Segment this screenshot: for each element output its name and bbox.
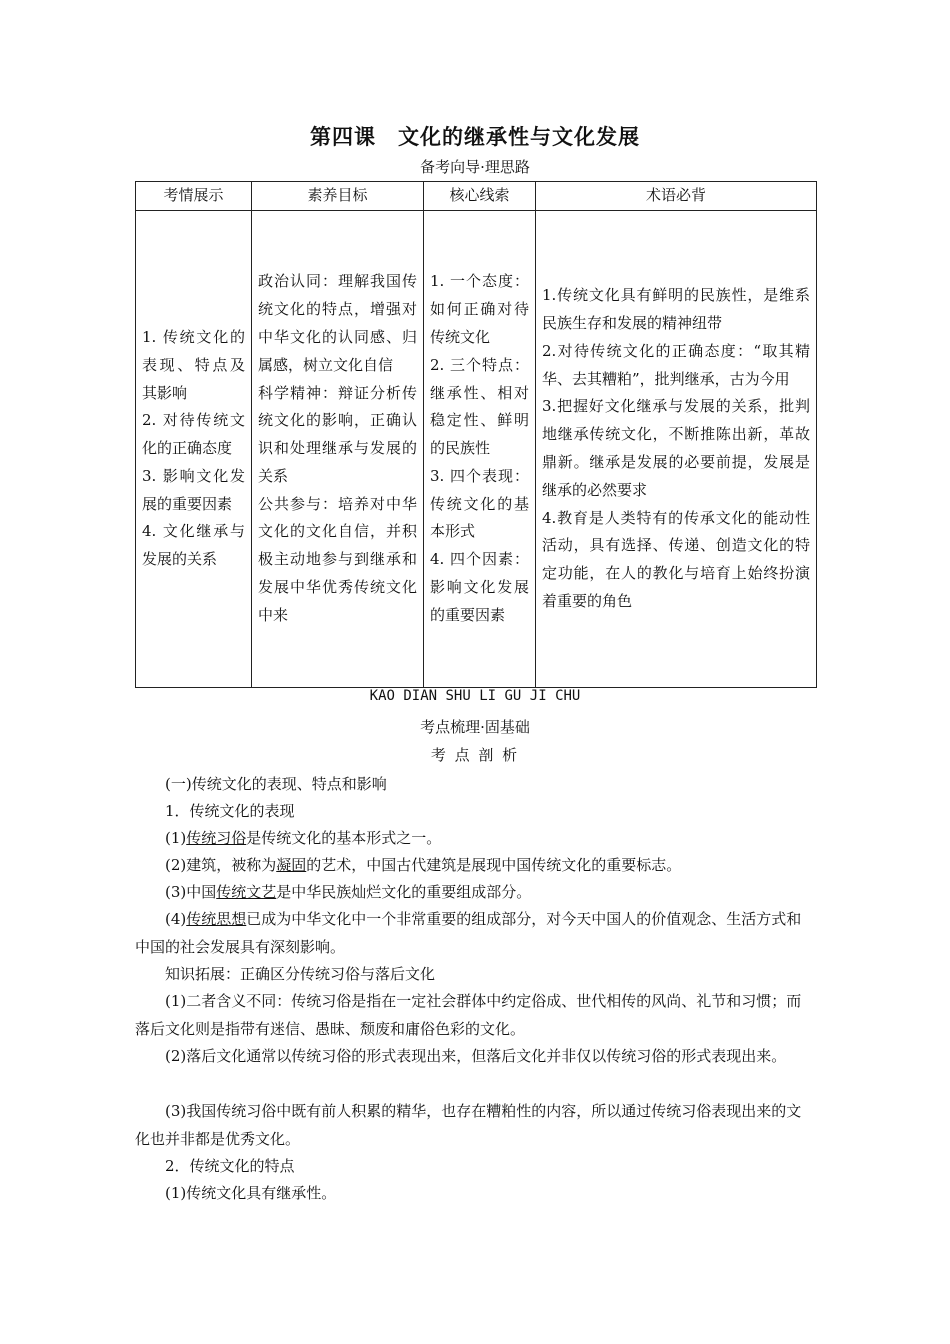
paragraph: (1)传统文化具有继承性。 <box>165 1184 337 1202</box>
table-row <box>136 211 817 688</box>
text: 是传统文化的基本形式之一。 <box>246 829 442 847</box>
list-item: 3. 影响文化发展的重要因素 <box>142 466 245 513</box>
knowledge-extension-title: 知识拓展：正确区分传统习俗与落后文化 <box>165 965 436 983</box>
list-item: 2.对待传统文化的正确态度：“取其精华、去其糟粕”，批判继承，古为今用 <box>542 341 810 388</box>
list-item: 1. 传统文化的表现、特点及其影响 <box>142 327 245 402</box>
paragraph <box>135 851 816 879</box>
list-item: 政治认同：理解我国传统文化的特点，增强对中华文化的认同感、归属感，树立文化自信 <box>258 272 417 374</box>
underlined-term: 传统文艺 <box>216 883 277 901</box>
list-item: 1. 一个态度：如何正确对待传统文化 <box>430 272 529 346</box>
underlined-term: 凝固 <box>276 856 307 874</box>
pinyin-heading: KAO DIAN SHU LI GU JI CHU <box>369 688 581 704</box>
list-item: 2. 对待传统文化的正确态度 <box>142 411 245 458</box>
lesson-title: 第四课 文化的继承性与文化发展 <box>310 124 640 149</box>
guide-table <box>135 181 817 688</box>
header-literacy-goals: 素养目标 <box>252 182 424 211</box>
list-item: 科学精神：辩证分析传统文化的影响，正确认识和处理继承与发展的关系 <box>258 383 417 485</box>
list-item: 4. 四个因素：影响文化发展的重要因素 <box>430 550 529 624</box>
underlined-term: 传统思想 <box>186 910 247 928</box>
list-item: 3.把握好文化继承与发展的关系，批判地继承传统文化，不断推陈出新，革故鼎新。继承是发展的必要前提，发展是继承的必然要求 <box>542 397 810 499</box>
text: 已成为中华文化中一个非常重要的组成部分，对今天中国人的价值观念、生活方式和中国的社会发展具有深刻影响。 <box>135 910 802 956</box>
literacy-goals-cell <box>252 211 424 688</box>
list-item: 4.教育是人类特有的传承文化的能动性活动，具有选择、传递、创造文化的特定功能，在人的教化与培育上始终扮演着重要的角色 <box>542 508 810 610</box>
key-terms-cell <box>536 211 817 688</box>
header-exam-overview: 考情展示 <box>136 182 252 211</box>
underlined-term: 传统习俗 <box>186 829 247 847</box>
header-core-clues: 核心线索 <box>424 182 536 211</box>
core-clues-cell <box>424 211 536 688</box>
paragraph: (3)我国传统习俗中既有前人积累的精华，也存在糟粕性的内容，所以通过传统习俗表现出来的文化也并非都是优秀文化。 <box>135 1102 802 1148</box>
section-title: (一)传统文化的表现、特点和影响 <box>165 775 387 793</box>
list-item: 4. 文化继承与发展的关系 <box>142 522 245 569</box>
guide-heading: 备考向导·理思路 <box>420 158 530 176</box>
paragraph <box>135 824 816 852</box>
text: (1) <box>165 829 187 847</box>
table-header-row <box>136 182 817 211</box>
subsection-title: 1．传统文化的表现 <box>165 802 295 820</box>
text: (2)建筑，被称为 <box>165 856 277 874</box>
analysis-heading: 考 点 剖 析 <box>430 746 520 764</box>
text: (3)中国 <box>165 883 217 901</box>
paragraph: (2)落后文化通常以传统习俗的形式表现出来，但落后文化并非仅以传统习俗的形式表现出来。 <box>165 1047 787 1065</box>
text: (4) <box>165 910 187 928</box>
list-item: 3. 四个表现：传统文化的基本形式 <box>430 466 529 541</box>
list-item: 1.传统文化具有鲜明的民族性，是维系民族生存和发展的精神纽带 <box>542 286 810 333</box>
header-key-terms: 术语必背 <box>536 182 817 211</box>
paragraph <box>135 878 816 906</box>
exam-overview-cell <box>136 211 252 688</box>
section-heading: 考点梳理·固基础 <box>420 718 530 736</box>
list-item: 公共参与：培养对中华文化的文化自信，并积极主动地参与到继承和发展中华优秀传统文化中来 <box>258 494 417 624</box>
paragraph <box>135 905 816 961</box>
paragraph: (1)二者含义不同：传统习俗是指在一定社会群体中约定俗成、世代相传的风尚、礼节和习惯；而落后文化则是指带有迷信、愚昧、颓废和庸俗色彩的文化。 <box>135 992 802 1038</box>
list-item: 2. 三个特点：继承性、相对稳定性、鲜明的民族性 <box>430 355 529 458</box>
text: 的艺术，中国古代建筑是展现中国传统文化的重要标志。 <box>306 856 682 874</box>
text: 是中华民族灿烂文化的重要组成部分。 <box>276 883 532 901</box>
subsection-title: 2．传统文化的特点 <box>165 1157 295 1175</box>
